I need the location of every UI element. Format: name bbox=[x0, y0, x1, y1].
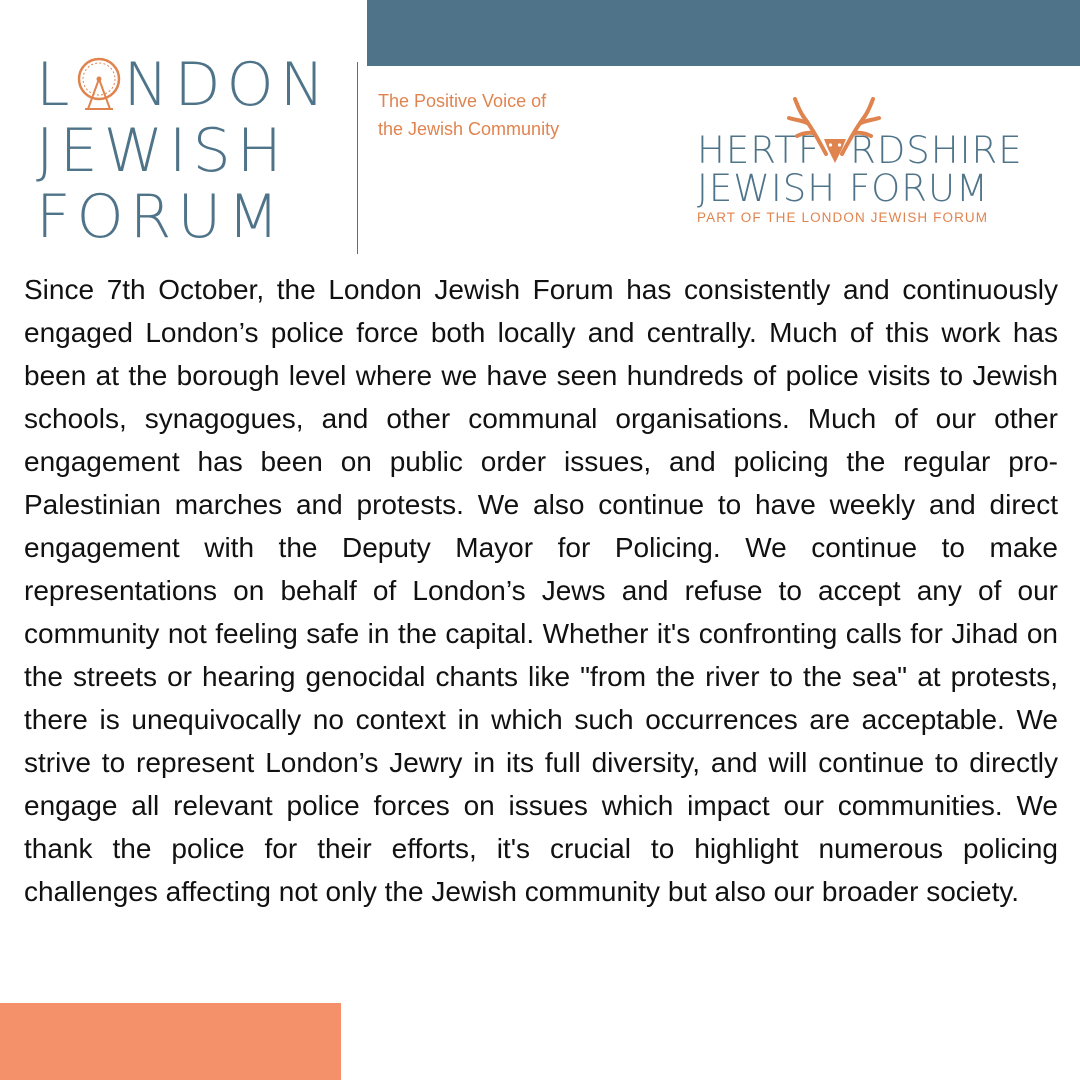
top-decorative-bar bbox=[367, 0, 1080, 66]
tagline-line-2: the Jewish Community bbox=[378, 119, 560, 139]
statement-body-text: Since 7th October, the London Jewish Forum has consistently and continuously engaged London’s police force both locally and centrally. Much of this work has been at the borough level where we have seen hundreds of police visits to Jewish schools, synagogues, and other communal organisations. Much of our other engagement has been on public order issues, and policing the regular pro-Palestinian marches and protests. We also continue to have weekly and direct engagement with the Deputy Mayor for Policing. We continue to make representations on behalf of London’s Jews and refuse to accept any of our community not feeling safe in the capital. Whether it's confronting calls for Jihad on the streets or hearing genocidal chants like "from the river to the sea" at protests, there is unequivocally no context in which such occurrences are acceptable. We strive to represent London’s Jewry in its full diversity, and will continue to directly engage all relevant police forces on issues which impact our communities. We thank the police for their efforts, it's crucial to highlight numerous policing challenges affecting not only the Jewish community but also our broader society. bbox=[24, 274, 1058, 907]
logo-letter-l: L bbox=[36, 50, 76, 120]
london-eye-icon bbox=[75, 55, 123, 111]
tagline bbox=[378, 87, 638, 143]
tagline-line-1: The Positive Voice of bbox=[378, 91, 547, 111]
logo-line-forum: FORUM bbox=[36, 182, 286, 252]
bottom-decorative-bar bbox=[0, 1003, 341, 1080]
herts-text-hertf: HERTF bbox=[697, 129, 821, 172]
herts-text-rdshire: RDSHIRE bbox=[850, 129, 1023, 172]
vertical-divider bbox=[357, 62, 358, 254]
logo-line-london bbox=[36, 50, 331, 120]
logo-line-jewish: JEWISH bbox=[36, 116, 288, 186]
stag-antlers-icon bbox=[779, 96, 889, 156]
hertfordshire-jewish-forum-logo bbox=[697, 96, 1027, 225]
herts-logo-line-2: JEWISH FORUM bbox=[697, 167, 989, 210]
london-jewish-forum-logo bbox=[36, 50, 331, 252]
herts-logo-subtitle: PART OF THE LONDON JEWISH FORUM bbox=[697, 210, 989, 225]
logo-text-ndon: NDON bbox=[123, 50, 331, 120]
